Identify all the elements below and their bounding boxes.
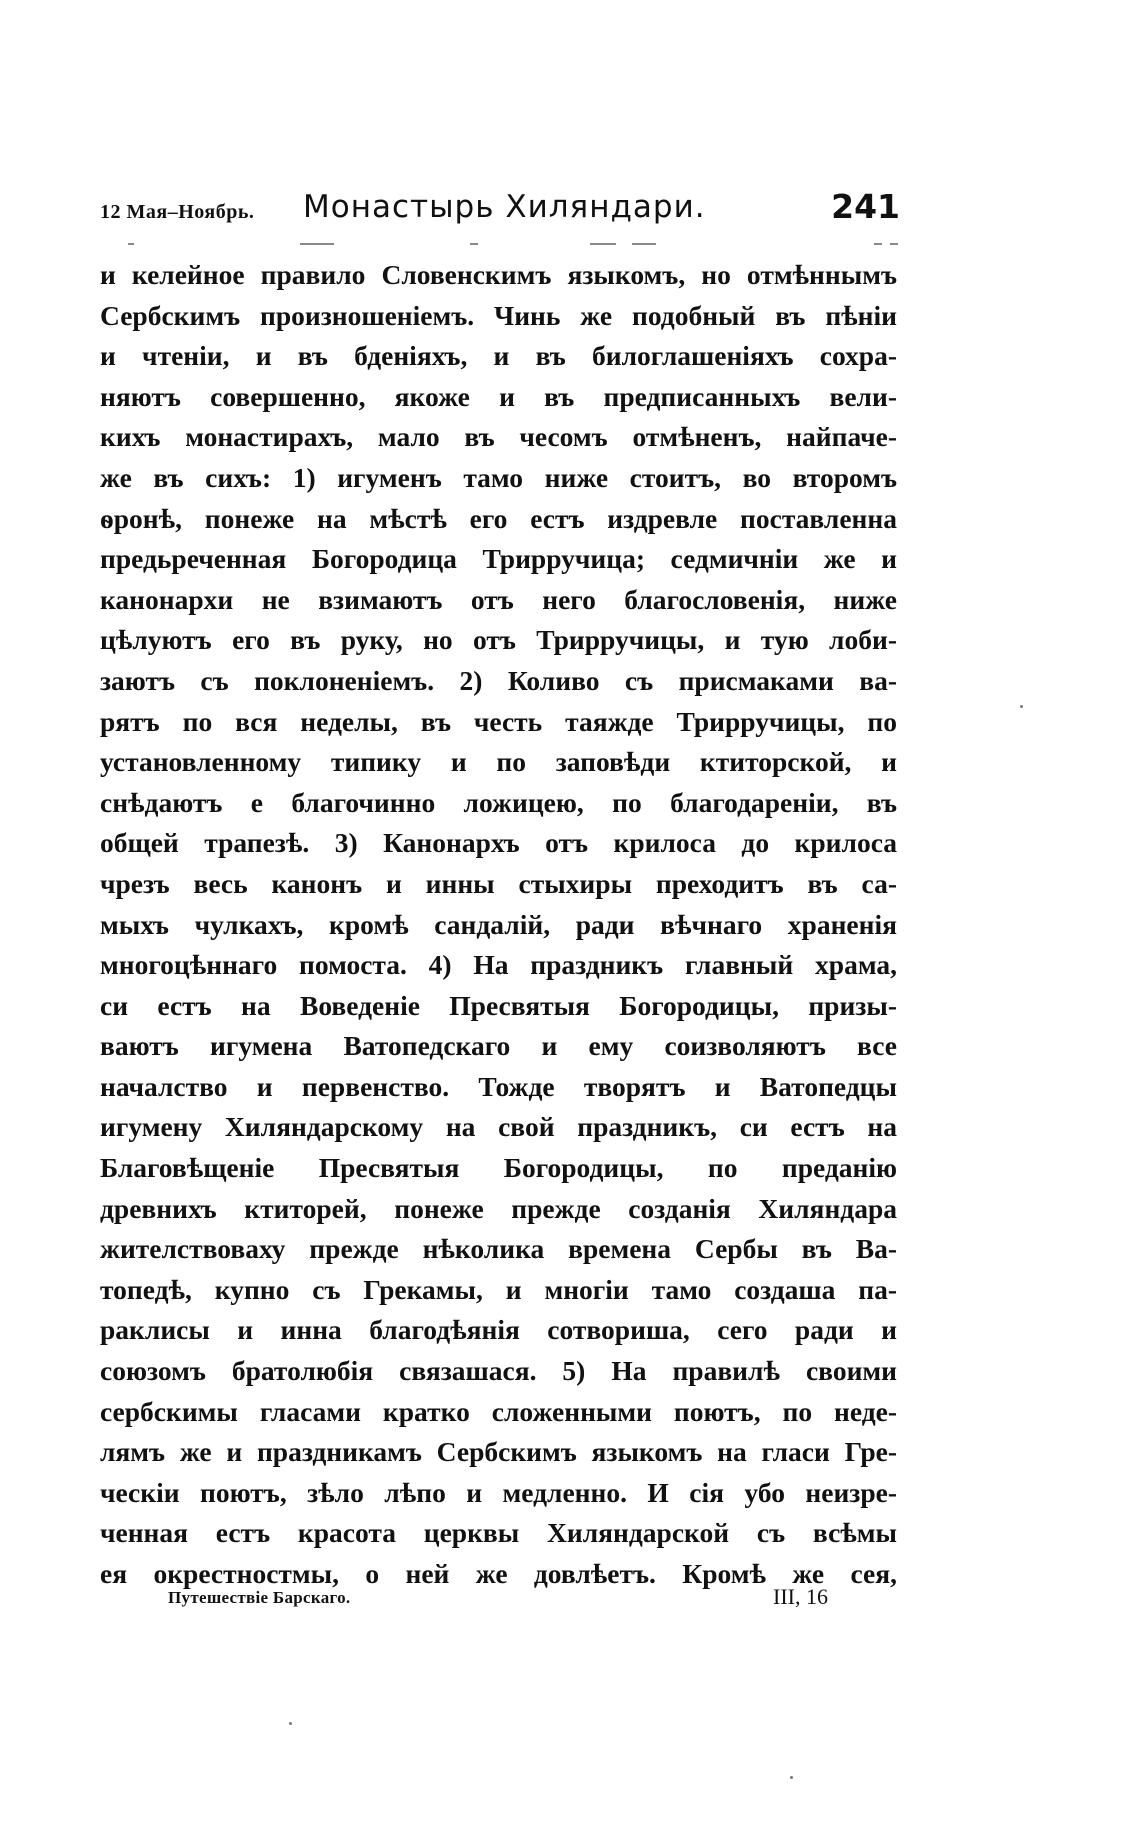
text-line: си естъ на Воведеніе Пресвятыя Богородицы, призы- — [100, 989, 897, 1021]
print-speck — [632, 243, 656, 245]
text-line: чрезъ весь канонъ и инны стыхиры преходитъ въ са- — [100, 867, 897, 899]
text-line: рятъ по вся неделы, въ честь таяжде Трирручицы, по — [100, 705, 897, 737]
text-line: цѣлуютъ его въ руку, но отъ Трирручицы, и тую лоби- — [100, 624, 897, 656]
text-line: няютъ совершенно, якоже и въ предписанныхъ вели- — [100, 380, 897, 412]
text-line: топедѣ, купно съ Грекамы, и многіи тамо создаша па- — [100, 1273, 897, 1305]
text-line: ея окрестностмы, о ней же довлѣетъ. Кромѣ же сея, — [100, 1558, 897, 1589]
text-line: снѣдаютъ е благочинно ложицею, по благодареніи, въ — [100, 786, 897, 818]
text-line: общей трапезѣ. 3) Канонархъ отъ крилоса до крилоса — [100, 827, 897, 859]
text-line: ческіи поютъ, зѣло лѣпо и медленно. И сія убо неизре- — [100, 1476, 897, 1508]
margin-speck — [289, 1722, 292, 1725]
text-line: мыхъ чулкахъ, кромѣ сандалій, ради вѣчнаго храненія — [100, 908, 897, 940]
text-line: лямъ же и праздникамъ Сербскимъ языкомъ на гласи Гре- — [100, 1436, 897, 1468]
header-date-range: 12 Мая–Ноябрь. — [100, 201, 255, 223]
text-line: Сербскимъ произношеніемъ. Чинь же подобный въ пѣніи — [100, 299, 897, 331]
text-line: ченная естъ красота церквы Хиляндарской съ всѣмы — [100, 1517, 897, 1549]
body-text — [100, 255, 897, 1595]
margin-speck — [1020, 705, 1023, 708]
text-line: и келейное правило Словенскимъ языкомъ, но отмѣннымъ — [100, 259, 897, 290]
header-title: Монастырь Хиляндари. — [303, 189, 706, 225]
text-line: многоцѣннаго помоста. 4) На праздникъ главный храма, — [100, 949, 897, 981]
text-line: предьреченная Богородица Трирручица; седмичніи же и — [100, 543, 897, 575]
footer-sheet-mark: III, 16 — [773, 1584, 828, 1609]
page-footer — [168, 1584, 828, 1618]
text-line: Благовѣщеніе Пресвятыя Богородицы, по преданію — [100, 1152, 897, 1184]
text-line: и чтеніи, и въ бденіяхъ, и въ билоглашеніяхъ сохра- — [100, 340, 897, 372]
text-line: началство и первенство. Тожде творятъ и Ватопедцы — [100, 1070, 897, 1102]
footer-signature: Путешествіе Барскаго. — [168, 1588, 351, 1607]
print-speck — [300, 243, 334, 245]
running-header — [100, 185, 900, 235]
print-speck — [590, 243, 616, 245]
text-line: раклисы и инна благодѣянія сотвориша, сего ради и — [100, 1314, 897, 1346]
text-line: заютъ съ поклоненіемъ. 2) Коливо съ присмаками ва- — [100, 664, 897, 696]
text-line: кихъ монастирахъ, мало въ чесомъ отмѣненъ, найпаче- — [100, 421, 897, 453]
text-line: же въ сихъ: 1) игуменъ тамо ниже стоитъ, во второмъ — [100, 461, 897, 493]
print-speck — [874, 243, 882, 245]
text-line: ваютъ игумена Ватопедскаго и ему соизволяютъ все — [100, 1030, 897, 1062]
text-line: сербскимы гласами кратко сложенными поютъ, по неде- — [100, 1395, 897, 1427]
text-line: союзомъ братолюбія связашася. 5) На правилѣ своими — [100, 1355, 897, 1387]
text-line: древнихъ ктиторей, понеже прежде созданія Хиляндара — [100, 1192, 897, 1224]
text-line: установленному типику и по заповѣди ктиторской, и — [100, 746, 897, 778]
print-speck — [470, 243, 478, 245]
page-number: 241 — [831, 187, 900, 226]
print-speck — [128, 243, 134, 245]
print-speck — [890, 243, 898, 245]
text-line: игумену Хиляндарскому на свой праздникъ, си естъ на — [100, 1111, 897, 1143]
margin-speck — [790, 1776, 793, 1779]
text-line: жителствоваху прежде нѣколика времена Сербы въ Ва- — [100, 1233, 897, 1265]
text-line: канонархи не взимаютъ отъ него благословенія, ниже — [100, 583, 897, 615]
text-line: ѳронѣ, понеже на мѣстѣ его естъ издревле поставленна — [100, 502, 897, 534]
